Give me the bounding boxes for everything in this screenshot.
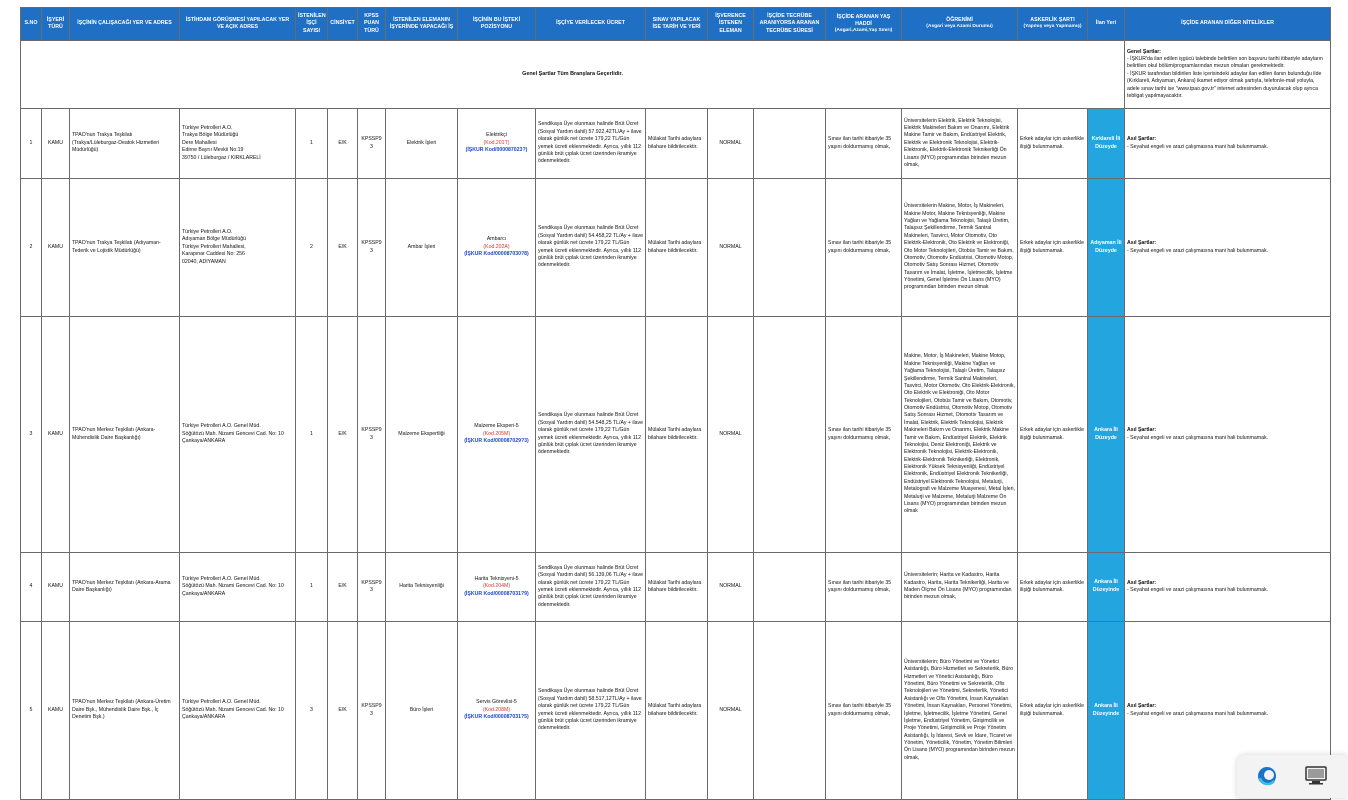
header-askerlik-title: ASKERLİK ŞARTI (1030, 17, 1075, 24)
cell-age: Sınav ilan tarihi itibariyle 35 yaşını doldurmamış olmak, (826, 317, 902, 553)
header-tecrube: İŞÇİDE TECRÜBE ARANIYORSA ARANAN TECRÜBE SÜRESİ (754, 8, 826, 41)
cell-employee: NORMAL (708, 553, 754, 622)
cell-count: 1 (296, 109, 328, 179)
cell-location: TPAO'nun Merkez Teşkilatı (Ankara-Mühendislik Daire Başkanlığı) (70, 317, 180, 553)
cell-ilan-yeri: Ankara İli Düzeyinde (1088, 553, 1125, 622)
other-qualifications-heading: Asıl Şartlar: (1127, 579, 1157, 586)
header-isci-sayisi: İSTENİLEN İŞÇİ SAYISI (296, 8, 328, 41)
other-qualifications-text: - Seyahat engeli ve arazi çalışmasına mani hali bulunmamak. (1127, 587, 1268, 593)
header-yapacagi-is: İSTENİLEN ELEMANIN İŞYERİNDE YAPACAĞI İŞ (386, 8, 458, 41)
cell-position (458, 317, 536, 553)
cell-ilan-yeri: Adıyaman İli Düzeyde (1088, 179, 1125, 317)
spreadsheet (20, 7, 1331, 800)
cell-gender: E/K (328, 179, 358, 317)
cell-education: Üniversitelerin Makine, Motor, İş Makineleri, Makine Motor, Makine Teknisyenliği, Makine Yağları ve Yağlama Teknolojisi, Talaşlı Üretim, Talaşsız Şekillendirme, Termik Santral Makineleri, Tasvirci, Motor Otomotiv, Oto Elektrik-Elektronik, Oto Elektrik ve Elektroniği, Oto Motor Teknolojileri, Otobüs Tamir ve Bakım, Otomotiv, Otomotiv Endüstrisi, Otomotiv Motop, Otomotiv Satış Sonrası Hizmet, Otomotiv Tasarım ve İmalat, İşletme, İşletmecilik, İşletme Yönetimi, Genel İşletme Ön Lisans (MYO) programından birinden mezun olmak (902, 179, 1018, 317)
interview-address-line: Dere Mahallesi (182, 139, 217, 146)
cell-age: Sınav ilan tarihi itibariyle 35 yaşını doldurmamış olmak, (826, 553, 902, 622)
cell-military: Erkek adaylar için askerlikle ilişiği bulunmamak. (1018, 109, 1088, 179)
cell-kpss: KPSSP93 (358, 317, 386, 553)
header-istenen-eleman: İŞVERENCE İSTENEN ELEMAN (708, 8, 754, 41)
cell-age: Sınav ilan tarihi itibariyle 35 yaşını doldurmamış olmak, (826, 622, 902, 800)
cell-wage: Sendikaya Üye olunması halinde Brüt Ücret (Sosyal Yardım dahil) 57.922,42TL/Ay + ilave olarak günlük net ücrete 179,22 TL/Gün yemek ücreti eklenmektedir. Ayrıca, yıllık 112 günlük brüt çıplak ücret üzerinden ikramiye ödenmektedir. (536, 109, 646, 179)
general-conditions-cell (1125, 41, 1331, 109)
interview-address-line: Söğütözü Mah. Nizami Gencevi Cad. No: 10 Çankaya/ANKARA (182, 583, 284, 597)
position-code: (Kod.208M) (482, 706, 511, 713)
cell-gender: E/K (328, 109, 358, 179)
cell-location: TPAO'nun Trakya Teşkilatı (Adıyaman-Tederik ve Lojistik Müdürlüğü) (70, 179, 180, 317)
interview-address-line: Türkiye Petrolleri A.O. Genel Müd. (182, 575, 261, 582)
cell-count: 1 (296, 317, 328, 553)
other-qualifications-text: - Seyahat engeli ve arazi çalışmasına mani hali bulunmamak. (1127, 434, 1268, 441)
cell-type: KAMU (42, 622, 70, 800)
cell-position (458, 179, 536, 317)
cell-count: 3 (296, 622, 328, 800)
position-title: Malzeme Eksperi-5 (474, 423, 519, 430)
header-pozisyon: İŞÇİNİN BU İŞTEKİ POZİSYONU (458, 8, 536, 41)
header-calisma-yeri: İŞÇİNİN ÇALIŞACAĞI YER VE ADRES (70, 8, 180, 41)
cell-kpss: KPSSP93 (358, 109, 386, 179)
cell-sno: 2 (21, 179, 42, 317)
position-iskur-code: (İŞKUR Kod/000087023?) (465, 147, 528, 154)
cell-gender: E/K (328, 317, 358, 553)
interview-address-line: Türkiye Petrolleri A.O. (182, 125, 233, 132)
cell-kpss: KPSSP93 (358, 179, 386, 317)
cell-exam: Mülakat Tarihi adaylara bilahare bildirilecektir. (646, 317, 708, 553)
cell-gender: E/K (328, 553, 358, 622)
cell-education: Üniversitelerin; Büro Yönetimi ve Yönetici Asistanlığı, Büro Hizmetleri ve Sekreterlik, Büro Hizmetleri ve Yönetici Asistanlığı, Büro Yönetimi, Büro Yönetimi ve Sekreterlik, Ofis Teknolojileri ve Yönetimi, Sekreterlik, Yönetici Asistanlığı ve Ofis Yönetimi, İnsan Kaynakları Yönetimi, İnsan Kaynakları, Personel Yönetimi, İşletme, İşletmecilik, İşletme Yönetimi, Genel İşletme, Endüstriyel Yönetim, Girişimcilik ve Proje Yönetimi, Girişimcilik ve Proje Yönetim Asistanlığı, İş İdaresi, Sevk ve İdare, Ticaret ve Yönetim, Yöneticilik, Yönetim, Yönetim Bilimleri Ön Lisans (MYO) programından birinden mezun olmak, (902, 622, 1018, 800)
cell-sno: 5 (21, 622, 42, 800)
general-conditions-row (21, 41, 1331, 109)
header-askerlik-sub: (Yapmış veya Yapmamış) (1023, 24, 1082, 30)
system-tray (1237, 755, 1348, 798)
cell-gender: E/K (328, 622, 358, 800)
position-iskur-code: (İŞKUR Kod/000087030?8) (464, 251, 529, 258)
cell-wage: Sendikaya Üye olunması halinde Brüt Ücret (Sosyal Yardım dahil) 54.548,25 TL/Ay + ilave olarak günlük net ücrete 179,22 TL/Gün yemek ücreti eklenmektedir. Ayrıca, yıllık 112 günlük brüt çıplak ücret üzerinden ikramiye ödenmektedir. (536, 317, 646, 553)
cell-type: KAMU (42, 553, 70, 622)
interview-address-line: Karapınar Caddesi No: 256 (182, 251, 245, 258)
interview-address-line: Türkiye Petrolleri A.O. Genel Müd. (182, 423, 261, 430)
general-condition-item: - İŞKUR'da ilan edilen işgücü talebinde belirtilen son başvuru tarihi itibariyle adayların belirtilen okul bölüm/programlarından mezun olmaları gerekmektedir. (1127, 56, 1323, 70)
header-askerlik (1018, 8, 1088, 41)
other-qualifications-text: - Seyahat engeli ve arazi çalışmasına mani hali bulunmamak. (1127, 710, 1268, 717)
position-iskur-code: (İŞKUR Kod/000087031?9) (464, 590, 529, 597)
cell-experience (754, 622, 826, 800)
cell-interview-address (180, 553, 296, 622)
interview-address-line: Türkiye Petrolleri Mahallesi, (182, 243, 246, 250)
job-listing-table (20, 7, 1331, 800)
table-row (21, 553, 1331, 622)
interview-address-line: 39750 / Lüleburgaz / KIRKLARELİ (182, 154, 261, 161)
interview-address-line: Trakya Bölge Müdürlüğü (182, 132, 239, 139)
cell-ilan-yeri: Ankara İli Düzeyde (1088, 317, 1125, 553)
header-ogrenim-sub: (Asgari veya Azami Durumu) (926, 24, 993, 30)
cell-exam: Mülakat Tarihi adaylara bilahare bildirilecektir. (646, 179, 708, 317)
cell-experience (754, 317, 826, 553)
cell-age: Sınav ilan tarihi itibariyle 35 yaşını doldurmamış olmak, (826, 179, 902, 317)
cell-kpss: KPSSP93 (358, 553, 386, 622)
table-row (21, 317, 1331, 553)
header-yas-sub: (Asgari,Azami,Yaş Sınırı) (834, 27, 893, 33)
cell-type: KAMU (42, 179, 70, 317)
cell-kpss: KPSSP93 (358, 622, 386, 800)
header-yas-title: İŞÇİDE ARANAN YAŞ HADDİ (836, 13, 891, 27)
cell-employee: NORMAL (708, 317, 754, 553)
cell-sno: 3 (21, 317, 42, 553)
cell-sno: 4 (21, 553, 42, 622)
cell-ilan-yeri: Kırklareli İli Düzeyde (1088, 109, 1125, 179)
position-title: Elektrikçi (486, 132, 507, 139)
cell-interview-address (180, 317, 296, 553)
table-row (21, 622, 1331, 800)
position-title: Ambarcı (486, 236, 507, 243)
cell-wage: Sendikaya Üye olunması halinde Brüt Ücret (Sosyal Yardım dahil) 54.458,22 TL/Ay + ilave olarak günlük net ücrete 179,22 TL/Gün yemek ücreti eklenmektedir. Ayrıca, yıllık 112 günlük brüt çıplak ücret üzerinden ikramiye ödenmektedir. (536, 179, 646, 317)
cell-job: Ambar İşleri (386, 179, 458, 317)
other-qualifications-heading: Asıl Şartlar: (1127, 427, 1157, 434)
position-title: Servis Görevlisi-5 (476, 699, 517, 706)
cell-education: Üniversitelerin Elektrik, Elektrik Teknolojisi, Elektrik Makineleri Bakım ve Onarımı, Elektrik Makine Tamir ve Bakım, Endüstriyel Elektrik, Elektrik ve Elektronik Teknolojisi, Elektrik-Elektronik, Elektrik-Elektronik Teknikerliği Ön Lisans (MYO) programından birinden mezun olmak, (902, 109, 1018, 179)
cell-sno: 1 (21, 109, 42, 179)
header-row (21, 8, 1331, 41)
interview-address-line: Türkiye Petrolleri A.O. Genel Müd. (182, 699, 261, 706)
other-qualifications-heading: Asıl Şartlar: (1127, 136, 1157, 143)
cell-count: 2 (296, 179, 328, 317)
cell-ilan-yeri: Ankara İli Düzeyinde (1088, 622, 1125, 800)
header-isyeri-turu: İŞYERİ TÜRÜ (42, 8, 70, 41)
cell-other-qualifications (1125, 109, 1331, 179)
header-istihdam-gorusmesi: İSTİHDAM GÖRÜŞMESİ YAPILACAK YER VE AÇIK ADRES (180, 8, 296, 41)
cell-wage: Sendikaya Üye olunması halinde Brüt Ücret (Sosyal Yardım dahil) 58.517,12TL/Ay + ilave olarak günlük net ücrete 179,22 TL/Gün yemek ücreti eklenmektedir. Ayrıca, yıllık 112 günlük brüt çıplak ücret üzerinden ikramiye ödenmektedir. (536, 622, 646, 800)
cell-position (458, 553, 536, 622)
interview-address-line: Türkiye Petrolleri A.O. (182, 229, 233, 236)
cell-type: KAMU (42, 317, 70, 553)
cell-military: Erkek adaylar için askerlikle ilişiği bulunmamak. (1018, 553, 1088, 622)
header-ogrenim (902, 8, 1018, 41)
interview-address-line: Edirne Bayrıı Mevkii No:19 (182, 147, 244, 154)
cell-other-qualifications (1125, 553, 1331, 622)
cell-position (458, 622, 536, 800)
general-condition-item: - İŞKUR tarafından bildirilen liste içerisindeki adaylar ilan edilen ilanın bulunduğu ilde (Kırklareli, Adıyaman, Ankara) ikamet ediyor olmak şartıyla, telefon/e-mail yoluyla, adele sınav tarihi ise "www.tpao.gov.tr" internet adresinden duyurulacak olup ayrıca tebligat yapılmayacaktır. (1127, 70, 1322, 99)
table-row (21, 109, 1331, 179)
cell-exam: Mülakat Tarihi adaylara bilahare bildirilecektir. (646, 622, 708, 800)
cell-employee: NORMAL (708, 622, 754, 800)
position-iskur-code: (İŞKUR Kod/000087029?3) (464, 438, 529, 445)
cell-job: Elektrik İşleri (386, 109, 458, 179)
cell-military: Erkek adaylar için askerlikle ilişiği bulunmamak. (1018, 622, 1088, 800)
interview-address-line: Söğütözü Mah. Nizami Gencevi Cad. No: 10 Çankaya/ANKARA (182, 706, 284, 721)
cell-count: 1 (296, 553, 328, 622)
cell-location: TPAO'nun Merkez Teşkilatı (Ankara-Arama Daire Başkanlığı) (70, 553, 180, 622)
cell-experience (754, 553, 826, 622)
cell-other-qualifications (1125, 179, 1331, 317)
cell-job: Harita Teknisyenliği (386, 553, 458, 622)
header-ilan-yeri: İlan Yeri (1088, 8, 1125, 41)
general-conditions-title: Genel Şartlar Tüm Branşlara Geçerlidir. (21, 41, 1125, 109)
cell-age: Sınav ilan tarihi itibariyle 35 yaşını doldurmamış olmak, (826, 109, 902, 179)
cell-interview-address (180, 179, 296, 317)
cell-military: Erkek adaylar için askerlikle ilişiği bulunmamak. (1018, 317, 1088, 553)
cell-exam: Mülakat Tarihi adaylara bilahare bildirilecektir. (646, 553, 708, 622)
cell-interview-address (180, 109, 296, 179)
header-sno: S.NO (21, 8, 42, 41)
cell-education: Makine, Motor, İş Makineleri, Makine Motop, Makine Teknisyenliği, Makine Yağları ve Yağlama Teknolojisi, Talaşlı Üretim, Talaşsız Şekillendirme, Termik Santral Makineleri, Tasvirci, Motor Otomotiv, Oto Elektrik-Elektronik, Oto Elektrik ve Elektroniği, Oto Motor Teknolojileri, Otobüs Tamir ve Bakım, Otomotiv, Otomotiv Endüstrisi, Otomotiv Motop, Otomotiv Satış Sonrası Hizmet, Otomotiv Tasarım ve İmalat, Elektrik, Elektrik Teknolojisi, Elektrik Makineleri Bakım ve Onarımı, Elektrik Makine Tamir ve Bakım, Endüstriyel Elektrik, Elektrik Teknolojisi, Deniz Elektroniği, Elektrik ve Elektronik Teknolojisi, Elektrik-Elektronik, Elektrik-Elektronik Teknikerliği, Elektronik, Elektronik Yüksek Teknisyenliği, Endüstriyel Elektronik, Endüstriyel Elektronik Teknikerliği, Endüstriyel Elektronik Teknolojisi, Metalurji, Metalografi ve Malzeme Muayenesi, Metal İşleri, Metalurji ve Malzeme, Metalurji Malzeme Ön Lisans (MYO) programından birinden mezun olmak (902, 317, 1018, 553)
position-code: (Kod.204M) (482, 583, 511, 590)
cell-experience (754, 109, 826, 179)
interview-address-line: Söğütözü Mah. Nizami Gencevi Cad. No: 10 Çankaya/ANKARA (182, 430, 284, 445)
header-diger-nitelikler: İŞÇİDE ARANAN DİĞER NİTELİKLER (1125, 8, 1331, 41)
header-ucret: İŞÇİYE VERİLECEK ÜCRET (536, 8, 646, 41)
cell-interview-address (180, 622, 296, 800)
position-iskur-code: (İŞKUR Kod/000087031?5) (464, 714, 529, 721)
position-code: (Kod.202A) (483, 243, 510, 250)
cell-exam: Mülakat Tarihi adaylara bilahare bildirilecektir. (646, 109, 708, 179)
other-qualifications-heading: Asıl Şartlar: (1127, 240, 1157, 247)
cell-other-qualifications (1125, 317, 1331, 553)
header-kpss-puan: KPSS PUAN TÜRÜ (358, 8, 386, 41)
cell-military: Erkek adaylar için askerlikle ilişiği bulunmamak. (1018, 179, 1088, 317)
cell-location: TPAO'nun Trakya Teşkilatı (Trakya/Lüleburgaz-Deatok Hizmetleri Müdürlüğü) (70, 109, 180, 179)
cell-employee: NORMAL (708, 179, 754, 317)
cell-location: TPAO'nun Merkez Teşkilatı (Ankara-Üretim Daire Bşk., Mühendislik Daire Bşk., İç Denetim Bşk.) (70, 622, 180, 800)
position-title: Harita Teknisyeni-5 (474, 575, 519, 582)
position-code: (Kod.201T) (483, 139, 510, 146)
position-code: (Kod.205M) (482, 430, 511, 437)
cell-type: KAMU (42, 109, 70, 179)
general-conditions-heading: Genel Şartlar: (1127, 48, 1162, 55)
monitor-icon[interactable] (1303, 764, 1329, 788)
cell-position (458, 109, 536, 179)
header-sinav-tarih: SINAV YAPILACAK İSE TARİH VE YERİ (646, 8, 708, 41)
edge-browser-icon[interactable] (1254, 764, 1280, 788)
cell-experience (754, 179, 826, 317)
header-yas (826, 8, 902, 41)
cell-employee: NORMAL (708, 109, 754, 179)
header-ogrenim-title: ÖĞRENİMİ (946, 17, 973, 24)
other-qualifications-text: - Seyahat engeli ve arazi çalışmasına mani hali bulunmamak. (1127, 143, 1268, 150)
interview-address-line: 02040, ADIYAMAN (182, 258, 226, 265)
cell-job: Büro İşleri (386, 622, 458, 800)
cell-job: Malzeme Ekspertliği (386, 317, 458, 553)
other-qualifications-heading: Asıl Şartlar: (1127, 703, 1157, 710)
cell-education: Üniversitelerin; Harita ve Kadastro, Harita Kadastro, Harita, Harita Teknikerliği, Harita ve Maden Ölçme Ön Lisans (MYO) programından birinden mezun olmak, (902, 553, 1018, 622)
other-qualifications-text: - Seyahat engeli ve arazi çalışmasına mani hali bulunmamak. (1127, 247, 1268, 254)
header-cinsiyet: CİNSİYET (328, 8, 358, 41)
interview-address-line: Adıyaman Bölge Müdürlüğü (182, 236, 247, 243)
table-row (21, 179, 1331, 317)
cell-wage: Sendikaya Üye olunması halinde Brüt Ücret (Sosyal Yardım dahil) 56.139,06 TL/Ay + ilave olarak günlük net ücrete 179,22 TL/Gün yemek ücreti eklenmektedir. Ayrıca, yıllık 112 günlük brüt çıplak ücret üzerinden ikramiye ödenmektedir. (536, 553, 646, 622)
